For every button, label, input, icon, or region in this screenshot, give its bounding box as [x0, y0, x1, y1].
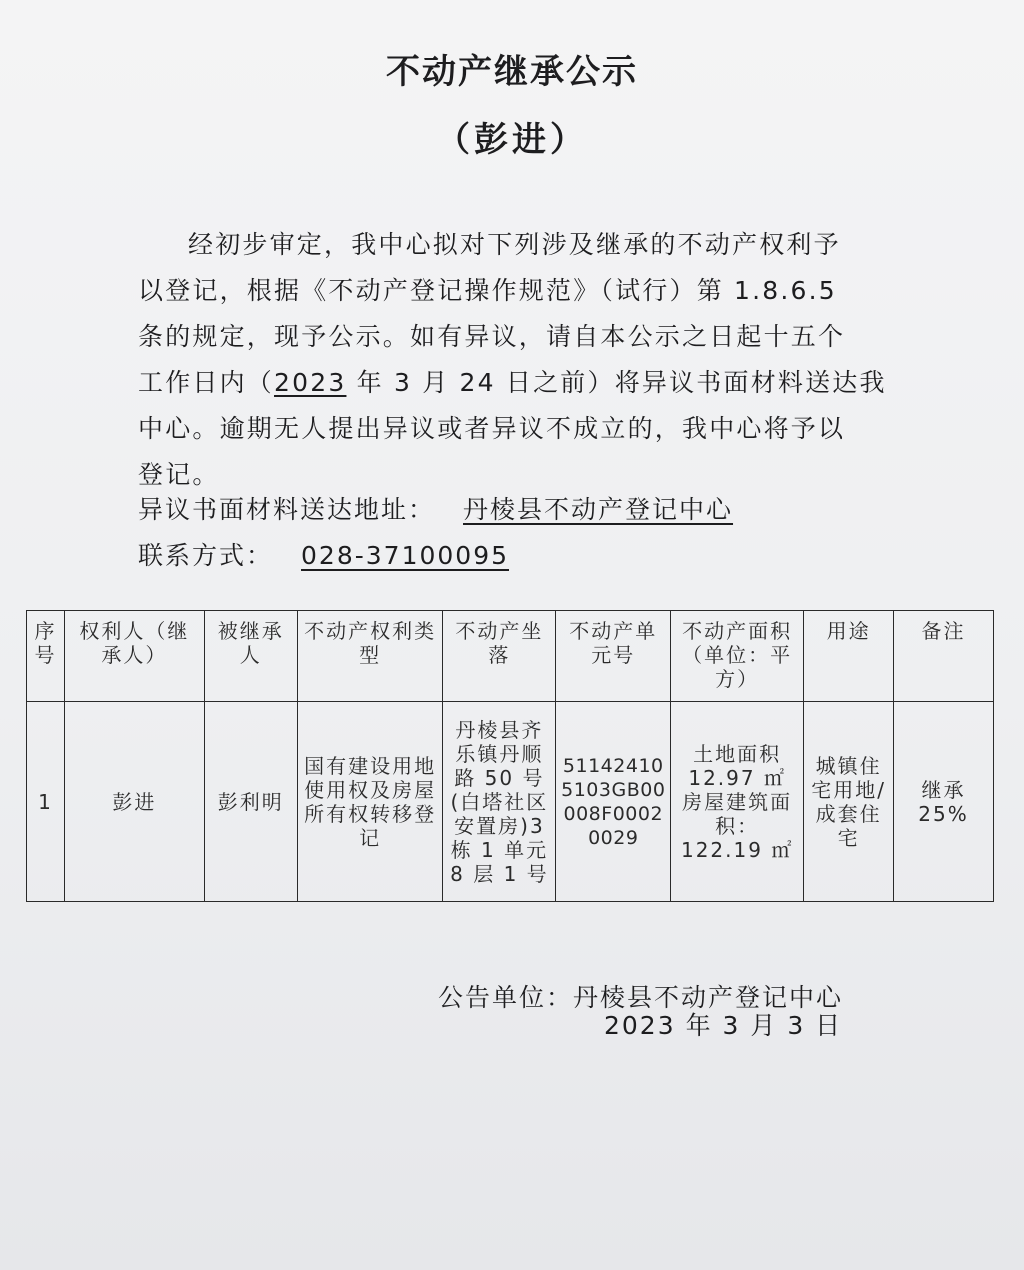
document-subtitle: （彭进）	[436, 120, 588, 160]
cell-area	[671, 702, 804, 902]
contact-row	[138, 536, 509, 572]
paragraph-line: 中心。逾期无人提出异议或者异议不成立的，我中心将予以	[138, 414, 846, 443]
paragraph-line: 以登记，根据《不动产登记操作规范》（试行）第 1.8.6.5	[138, 276, 837, 305]
area-land: 土地面积 12.97 ㎡	[688, 741, 786, 790]
header-seq: 序号	[27, 611, 65, 702]
cell-note: 继承 25%	[894, 702, 994, 902]
deadline-year: 2023	[274, 368, 347, 397]
address-label: 异议书面材料送达地址：	[138, 495, 436, 524]
cell-seq: 1	[27, 702, 65, 902]
deadline-suffix: 年 3 月 24 日之前）将异议书面材料送达我	[346, 368, 887, 397]
contact-value: 028-37100095	[301, 541, 509, 570]
cell-decedent: 彭利明	[204, 702, 297, 902]
inheritance-table	[26, 610, 994, 902]
area-building: 房屋建筑面积：122.19 ㎡	[680, 789, 794, 862]
table-header-row	[27, 611, 994, 702]
header-right-type: 不动产权利类型	[297, 611, 443, 702]
document-title: 不动产继承公示	[386, 52, 638, 92]
header-location: 不动产坐落	[443, 611, 556, 702]
address-row	[138, 490, 733, 526]
cell-right-type: 国有建设用地使用权及房屋所有权转移登记	[297, 702, 443, 902]
cell-unit-no: 511424105103GB00008F00020029	[556, 702, 671, 902]
header-holder: 权利人（继承人）	[64, 611, 204, 702]
header-area: 不动产面积（单位：平方）	[671, 611, 804, 702]
deadline-prefix: 工作日内（	[138, 368, 275, 397]
table-row	[27, 702, 994, 902]
header-decedent: 被继承人	[204, 611, 297, 702]
date-line: 2023 年 3 月 3 日	[604, 1011, 843, 1040]
cell-holder: 彭进	[64, 702, 204, 902]
paragraph-line: 登记。	[138, 460, 220, 489]
header-usage: 用途	[804, 611, 894, 702]
notice-paragraph	[138, 222, 887, 498]
cell-usage: 城镇住宅用地/成套住宅	[804, 702, 894, 902]
paragraph-line: 条的规定，现予公示。如有异议，请自本公示之日起十五个	[138, 322, 846, 351]
cell-location: 丹棱县齐乐镇丹顺路 50 号(白塔社区安置房)3 栋 1 单元 8 层 1 号	[443, 702, 556, 902]
header-note: 备注	[894, 611, 994, 702]
contact-label: 联系方式：	[138, 541, 274, 570]
paragraph-line	[138, 360, 887, 406]
paragraph-line: 经初步审定，我中心拟对下列涉及继承的不动产权利予	[188, 230, 841, 259]
header-unit-no: 不动产单元号	[556, 611, 671, 702]
issuer-line: 公告单位：丹棱县不动产登记中心	[438, 983, 844, 1012]
address-value: 丹棱县不动产登记中心	[463, 495, 734, 524]
